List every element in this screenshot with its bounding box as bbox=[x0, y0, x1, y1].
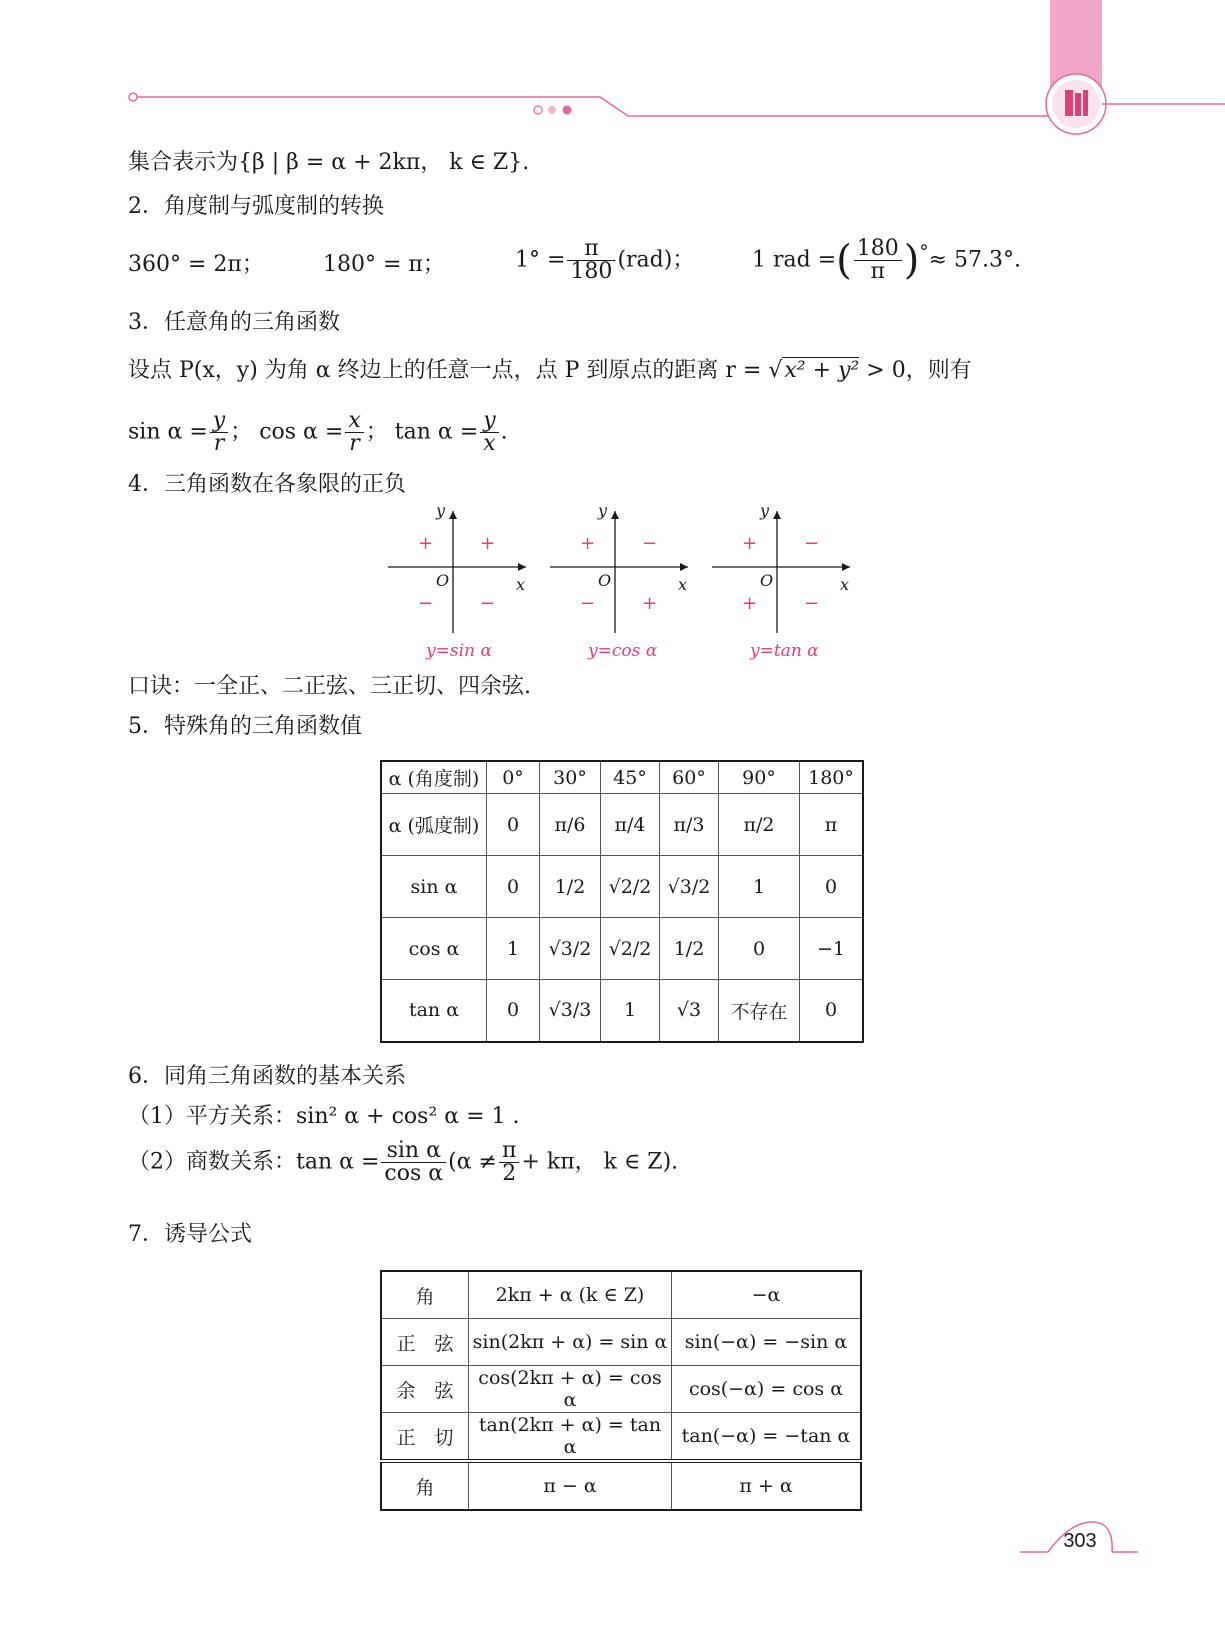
table-row bbox=[381, 980, 863, 1042]
table-cell: −1 bbox=[800, 918, 864, 980]
table-cell: 0 bbox=[800, 980, 864, 1042]
quadrant-sign: − bbox=[642, 533, 658, 554]
table-cell: π bbox=[800, 794, 864, 856]
table-row bbox=[381, 1461, 861, 1510]
table-cell: sin(−α) = −sin α bbox=[672, 1319, 862, 1366]
table-cell: π + α bbox=[672, 1461, 862, 1510]
table-cell: tan(−α) = −tan α bbox=[672, 1413, 862, 1462]
table-cell: 1/2 bbox=[540, 856, 601, 918]
table-cell: 180° bbox=[800, 761, 864, 794]
table-cell: tan α bbox=[381, 980, 487, 1042]
table-cell: √3/2 bbox=[660, 856, 719, 918]
quadrant-sign: + bbox=[480, 533, 496, 554]
axes bbox=[550, 505, 700, 635]
formula-180: 180° = π； bbox=[323, 252, 445, 277]
trig-definitions: sin α = $\frac{y}{r}$ ； cos α = $\frac{x}{r}$ ； tan α = $\frac{y}{x}$ . bbox=[128, 408, 508, 456]
x-axis-label: x bbox=[678, 575, 688, 594]
table-cell: 1 bbox=[719, 856, 800, 918]
formula-360: 360° = 2π； bbox=[128, 252, 264, 277]
table-cell: 1 bbox=[601, 980, 660, 1042]
table-cell: √3 bbox=[660, 980, 719, 1042]
table-cell: sin α bbox=[381, 856, 487, 918]
x-axis-label: x bbox=[840, 575, 850, 594]
origin-label: O bbox=[760, 571, 774, 590]
quotient-relation: （2）商数关系：tan α = $\frac{\text{sin α}}{\text{cos α}}$ (α ≠ $\frac{\pi}{2}$ + kπ， k ∈ Z). bbox=[128, 1138, 679, 1186]
x-axis-label: x bbox=[516, 575, 526, 594]
table-cell: 不存在 bbox=[719, 980, 800, 1042]
quadrant-sign: − bbox=[804, 593, 820, 614]
section-4-title: 4．三角函数在各象限的正负 bbox=[128, 472, 406, 497]
table-cell: 1/2 bbox=[660, 918, 719, 980]
header-decoration bbox=[0, 0, 1225, 140]
table-cell: 角 bbox=[381, 1461, 469, 1510]
table-cell: 正 弦 bbox=[381, 1319, 469, 1366]
table-row bbox=[381, 794, 863, 856]
table-cell: 角 bbox=[381, 1271, 469, 1319]
quadrant-sign: + bbox=[580, 533, 596, 554]
axes bbox=[388, 505, 538, 635]
special-angle-table bbox=[380, 760, 864, 1043]
quadrant-sign: + bbox=[742, 593, 758, 614]
axes bbox=[712, 505, 862, 635]
table-cell: π/2 bbox=[719, 794, 800, 856]
distance-definition: 设点 P(x，y) 为角 α 终边上的任意一点，点 P 到原点的距离 r = √x² + y² > 0，则有 bbox=[128, 358, 972, 383]
quadrant-sign: + bbox=[418, 533, 434, 554]
header-dot-2 bbox=[548, 106, 556, 114]
page-number: 303 bbox=[1063, 1530, 1097, 1552]
section-2-title: 2．角度制与弧度制的转换 bbox=[128, 194, 384, 219]
origin-label: O bbox=[436, 571, 450, 590]
origin-label: O bbox=[598, 571, 612, 590]
y-axis-label: y bbox=[760, 501, 770, 520]
formula-1rad: 1 rad =( $\frac{180}{\pi}$ )°≈ 57.3°. bbox=[752, 236, 1021, 284]
table-row bbox=[381, 1413, 861, 1462]
quadrant-sign: − bbox=[804, 533, 820, 554]
table-row bbox=[381, 918, 863, 980]
table-cell: 正 切 bbox=[381, 1413, 469, 1462]
header-line bbox=[137, 97, 1050, 116]
table-cell: 0 bbox=[800, 856, 864, 918]
mnemonic: 口诀：一全正、二正弦、三正切、四余弦. bbox=[128, 674, 531, 699]
table-cell: π/4 bbox=[601, 794, 660, 856]
quadrant-diagram bbox=[550, 501, 700, 665]
table-cell: √3/3 bbox=[540, 980, 601, 1042]
set-notation-line: 集合表示为{β | β = α + 2kπ， k ∈ Z}. bbox=[128, 150, 530, 175]
formula-1deg: 1° = $\frac{\pi}{180}$ (rad)； bbox=[515, 236, 695, 284]
table-cell: α (弧度制) bbox=[381, 794, 487, 856]
table-cell: 0 bbox=[719, 918, 800, 980]
header-dot-1 bbox=[534, 106, 542, 114]
table-row bbox=[381, 1366, 861, 1413]
table-cell: α (角度制) bbox=[381, 761, 487, 794]
quadrant-diagram bbox=[388, 501, 538, 665]
table-cell: π/6 bbox=[540, 794, 601, 856]
function-caption: y=sin α bbox=[426, 641, 492, 661]
section-7-title: 7．诱导公式 bbox=[128, 1222, 252, 1247]
quadrant-sign: − bbox=[580, 593, 596, 614]
quadrant-sign: − bbox=[480, 593, 496, 614]
table-cell: 0 bbox=[487, 856, 540, 918]
induction-formula-table bbox=[380, 1270, 862, 1511]
section-3-title: 3．任意角的三角函数 bbox=[128, 310, 340, 335]
table-row bbox=[381, 1319, 861, 1366]
section-5-title: 5．特殊角的三角函数值 bbox=[128, 714, 362, 739]
table-cell: 0 bbox=[487, 794, 540, 856]
book-icon bbox=[1065, 90, 1073, 116]
table-cell: cos(−α) = cos α bbox=[672, 1366, 862, 1413]
table-row bbox=[381, 761, 863, 794]
header-dot-3 bbox=[563, 106, 572, 115]
function-caption: y=cos α bbox=[588, 641, 658, 661]
table-cell: 2kπ + α (k ∈ Z) bbox=[469, 1271, 672, 1319]
quadrant-sign: + bbox=[742, 533, 758, 554]
table-cell: 45° bbox=[601, 761, 660, 794]
table-cell: π/3 bbox=[660, 794, 719, 856]
table-cell: −α bbox=[672, 1271, 862, 1319]
table-cell: 1 bbox=[487, 918, 540, 980]
y-axis-label: y bbox=[436, 501, 446, 520]
table-cell: 余 弦 bbox=[381, 1366, 469, 1413]
quadrant-sign: + bbox=[642, 593, 658, 614]
table-cell: 0 bbox=[487, 980, 540, 1042]
quadrant-diagram bbox=[712, 501, 862, 665]
table-cell: √2/2 bbox=[601, 918, 660, 980]
table-row bbox=[381, 856, 863, 918]
table-cell: cos(2kπ + α) = cos α bbox=[469, 1366, 672, 1413]
table-cell: sin(2kπ + α) = sin α bbox=[469, 1319, 672, 1366]
table-cell: tan(2kπ + α) = tan α bbox=[469, 1413, 672, 1462]
table-cell: 90° bbox=[719, 761, 800, 794]
table-cell: √3/2 bbox=[540, 918, 601, 980]
table-cell: 0° bbox=[487, 761, 540, 794]
table-cell: 60° bbox=[660, 761, 719, 794]
quadrant-sign: − bbox=[418, 593, 434, 614]
square-relation: （1）平方关系：sin² α + cos² α = 1 . bbox=[128, 1104, 520, 1129]
y-axis-label: y bbox=[598, 501, 608, 520]
table-cell: π − α bbox=[469, 1461, 672, 1510]
table-cell: √2/2 bbox=[601, 856, 660, 918]
function-caption: y=tan α bbox=[750, 641, 819, 661]
table-row bbox=[381, 1271, 861, 1319]
section-6-title: 6．同角三角函数的基本关系 bbox=[128, 1064, 406, 1089]
table-cell: 30° bbox=[540, 761, 601, 794]
header-start-dot bbox=[129, 93, 137, 101]
table-cell: cos α bbox=[381, 918, 487, 980]
